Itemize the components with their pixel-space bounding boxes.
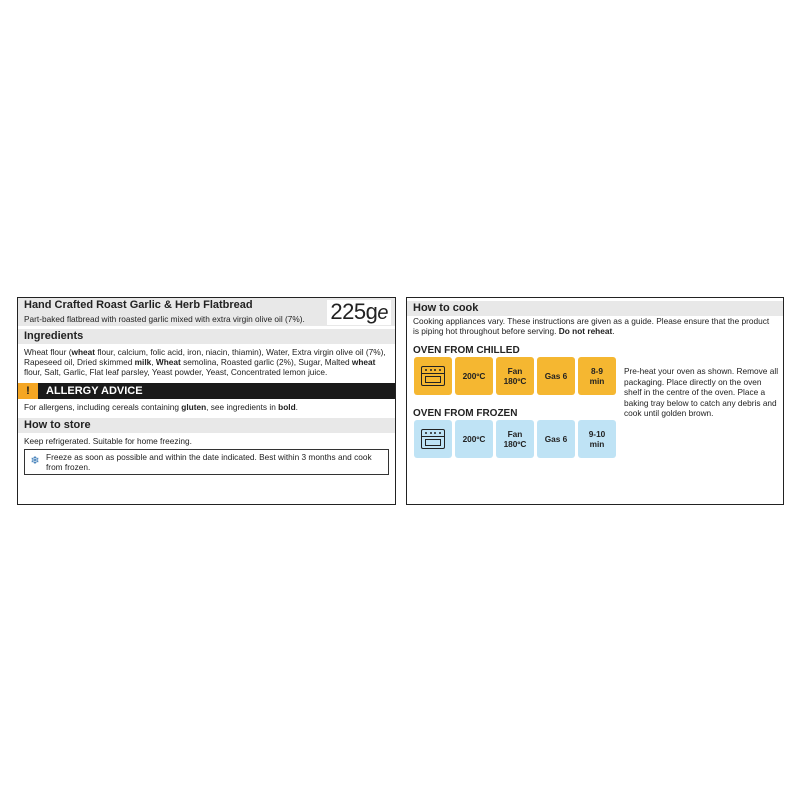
product-description: Part-baked flatbread with roasted garlic mixed with extra virgin olive oil (7%). xyxy=(24,314,305,324)
frozen-temp: 200ºC xyxy=(455,420,493,458)
chilled-gas: Gas 6 xyxy=(537,357,575,395)
frozen-row xyxy=(407,420,783,458)
ingredient-text: , xyxy=(151,357,156,367)
warning-icon: ! xyxy=(18,383,38,399)
net-weight xyxy=(327,300,391,325)
allergen-word: Wheat xyxy=(155,357,181,367)
allergy-text: For allergens, including cereals containing gluten, see ingredients in bold. xyxy=(24,402,298,412)
oven-icon xyxy=(421,429,445,449)
cooking-panel xyxy=(406,297,784,505)
product-title: Hand Crafted Roast Garlic & Herb Flatbread xyxy=(24,299,253,311)
ingredients-text xyxy=(18,347,395,377)
ingredient-text: flour, Salt, Garlic, Flat leaf parsley, Yeast powder, Yeast, Concentrated lemon juice. xyxy=(24,367,328,377)
chilled-oven-box xyxy=(414,357,452,395)
weight-value: 225g xyxy=(330,299,378,324)
chilled-fan: Fan 180ºC xyxy=(496,357,534,395)
oven-icon xyxy=(421,366,445,386)
frozen-label: OVEN FROM FROZEN xyxy=(413,408,518,419)
freeze-box xyxy=(24,449,389,475)
allergen-word: wheat xyxy=(351,357,376,367)
ingredient-text: Wheat flour ( xyxy=(24,347,72,357)
snowflake-icon: ❄ xyxy=(30,455,40,467)
product-info-panel xyxy=(17,297,396,505)
frozen-oven-box xyxy=(414,420,452,458)
ingredients-heading: Ingredients xyxy=(18,329,395,344)
storage-text: Keep refrigerated. Suitable for home freezing. xyxy=(24,436,192,446)
cook-instructions: Pre-heat your oven as shown. Remove all packaging. Place directly on the oven shelf in the centre of the oven. Place a baking tray below to catch any debris and cook until golden brown. xyxy=(624,366,779,418)
freeze-text: Freeze as soon as possible and within the date indicated. Best within 3 months and cook from frozen. xyxy=(46,452,372,472)
storage-heading: How to store xyxy=(18,418,395,433)
frozen-gas: Gas 6 xyxy=(537,420,575,458)
estimated-sign: e xyxy=(377,302,388,324)
frozen-time: 9-10 min xyxy=(578,420,616,458)
ingredient-text: semolina, Roasted garlic (2%), Sugar, Malted xyxy=(180,357,352,367)
allergy-heading: ALLERGY ADVICE xyxy=(46,385,143,397)
allergen-word: wheat xyxy=(71,347,96,357)
chilled-label: OVEN FROM CHILLED xyxy=(413,345,520,356)
chilled-temp: 200ºC xyxy=(455,357,493,395)
allergy-advice-bar xyxy=(18,383,395,399)
title-row xyxy=(18,298,395,326)
cook-heading: How to cook xyxy=(407,301,783,316)
ingredient-text: flour, calcium, folic acid, iron, niacin, thiamin), Water, Extra virgin olive oil (7%), Rapeseed oil, Dried skimmed xyxy=(24,347,386,367)
cook-guide-text: Cooking appliances vary. These instructions are given as a guide. Please ensure that the product is piping hot throughout before serving. Do not reheat. xyxy=(413,316,770,336)
chilled-time: 8-9 min xyxy=(578,357,616,395)
frozen-fan: Fan 180ºC xyxy=(496,420,534,458)
allergen-word: milk xyxy=(134,357,152,367)
